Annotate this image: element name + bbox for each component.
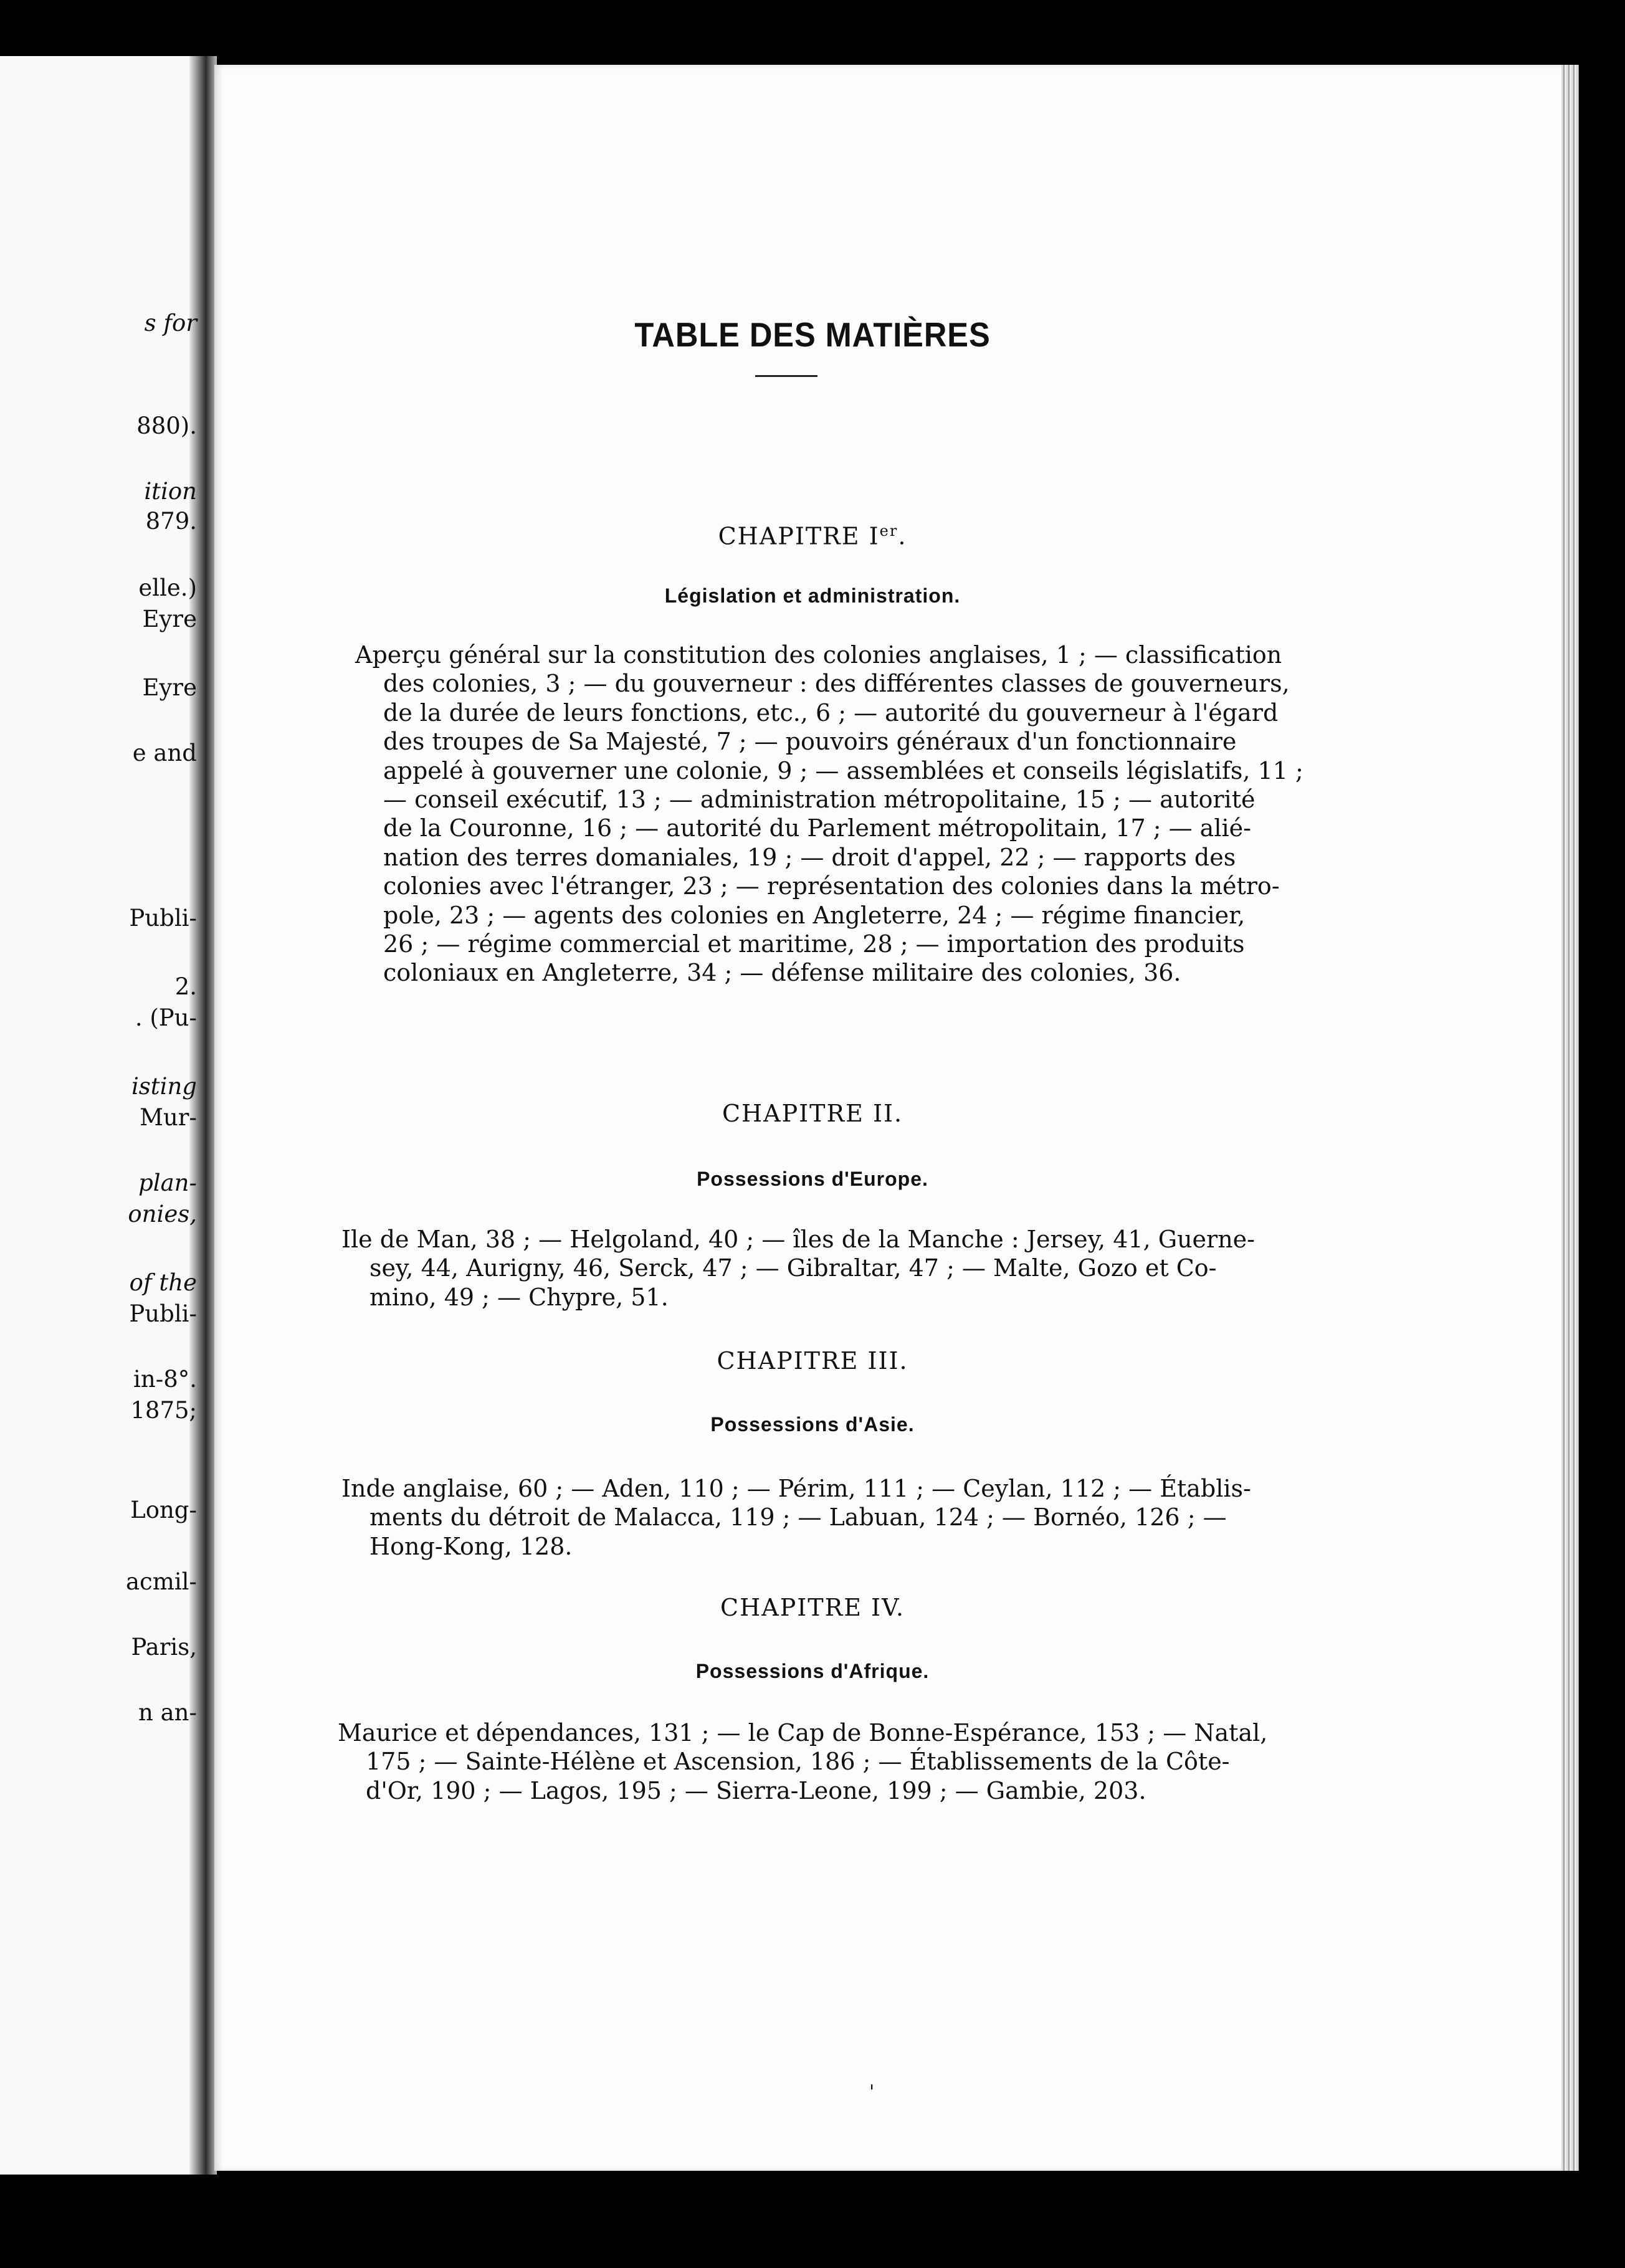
margin-fragment: ition (144, 478, 197, 505)
margin-fragment: . (Pu- (135, 1004, 197, 1031)
entry-line: ments du détroit de Malacca, 119 ; — Labuan, 124 ; — Bornéo, 126 ; — (369, 1503, 1227, 1532)
margin-fragment: Mur- (140, 1104, 197, 1131)
chapter-2-entries (341, 1225, 1256, 1312)
entry-line: — conseil exécutif, 13 ; — administration métropolitaine, 15 ; — autorité (383, 786, 1256, 814)
entry-line: Aperçu général sur la constitution des colonies anglaises, 1 ; — classification (355, 641, 1282, 669)
chapter-3-heading: CHAPITRE III. (717, 1347, 908, 1375)
entry-line: de la durée de leurs fonctions, etc., 6 ; — autorité du gouverneur à l'égard (383, 698, 1279, 727)
entry-line: des troupes de Sa Majesté, 7 ; — pouvoirs généraux d'un fonctionnaire (383, 728, 1237, 756)
title-rule (755, 375, 817, 377)
entry-line: 175 ; — Sainte-Hélène et Ascension, 186 ; — Établissements de la Côte- (366, 1748, 1230, 1776)
margin-fragment: 879. (145, 508, 197, 535)
entry-line: coloniaux en Angleterre, 34 ; — défense militaire des colonies, 36. (383, 959, 1181, 987)
entry-line: colonies avec l'étranger, 23 ; — représentation des colonies dans la métro- (383, 872, 1280, 900)
entry-line: Maurice et dépendances, 131 ; — le Cap de Bonne-Espérance, 153 ; — Natal, (338, 1719, 1268, 1746)
entry-line: appelé à gouverner une colonie, 9 ; — assemblées et conseils législatifs, 11 ; (383, 756, 1303, 784)
margin-fragment: 1875; (130, 1397, 197, 1424)
margin-fragment: 880). (136, 412, 197, 439)
margin-fragment: acmil- (125, 1568, 197, 1595)
chapter-4-section: Possessions d'Afrique. (695, 1660, 930, 1682)
entry-line: Inde anglaise, 60 ; — Aden, 110 ; — Périm, 111 ; — Ceylan, 112 ; — Établis- (341, 1475, 1251, 1502)
margin-fragment: Publi- (129, 1300, 197, 1327)
margin-fragment: in-8°. (133, 1366, 197, 1393)
entry-line: mino, 49 ; — Chypre, 51. (369, 1283, 669, 1311)
margin-fragment: Publi- (129, 905, 197, 932)
entry-line: Hong-Kong, 128. (369, 1532, 573, 1560)
chapter-2-heading: CHAPITRE II. (722, 1100, 903, 1127)
entry-line: Ile de Man, 38 ; — Helgoland, 40 ; — îles de la Manche : Jersey, 41, Guerne- (341, 1226, 1256, 1253)
chapter-3-section: Possessions d'Asie. (710, 1413, 915, 1436)
chapter-1-section: Législation et administration. (664, 584, 961, 607)
margin-fragment: Long- (130, 1497, 197, 1523)
entry-line: nation des terres domaniales, 19 ; — droit d'appel, 22 ; — rapports des (383, 843, 1236, 871)
entry-line: 26 ; — régime commercial et maritime, 28 ; — importation des produits (383, 930, 1245, 958)
entry-line: sey, 44, Aurigny, 46, Serck, 47 ; — Gibraltar, 47 ; — Malte, Gozo et Co- (369, 1254, 1217, 1282)
margin-fragment: 2. (174, 973, 197, 1000)
margin-fragment: plan- (138, 1170, 197, 1196)
margin-fragment: isting (131, 1073, 197, 1100)
margin-fragment: onies, (128, 1201, 197, 1227)
chapter-1-heading: CHAPITRE Ier. (718, 522, 907, 550)
chapter-4-heading: CHAPITRE IV. (720, 1594, 905, 1621)
chapter-2-section: Possessions d'Europe. (697, 1168, 928, 1190)
margin-fragment: Eyre (142, 674, 197, 701)
chapter-1-entries (355, 641, 1303, 988)
margin-fragment: e and (132, 740, 197, 766)
margin-fragment: Paris, (131, 1634, 197, 1660)
margin-fragment: s for (144, 310, 197, 336)
entry-line: d'Or, 190 ; — Lagos, 195 ; — Sierra-Leone, 199 ; — Gambie, 203. (366, 1776, 1146, 1804)
page-title: TABLE DES MATIÈRES (634, 315, 991, 354)
entry-line: de la Couronne, 16 ; — autorité du Parlement métropolitain, 17 ; — alié- (383, 814, 1251, 842)
margin-fragment: n an- (138, 1699, 197, 1726)
margin-fragment: elle.) (138, 574, 197, 601)
chapter-4-entries (338, 1718, 1268, 1805)
entry-line: pole, 23 ; — agents des colonies en Angleterre, 24 ; — régime financier, (383, 901, 1246, 929)
entry-line: des colonies, 3 ; — du gouverneur : des différentes classes de gouverneurs, (383, 670, 1290, 698)
chapter-3-entries (341, 1474, 1251, 1561)
margin-fragment: of the (129, 1269, 197, 1296)
footer-mark: ' (869, 2081, 875, 2103)
margin-fragment: Eyre (142, 606, 197, 632)
